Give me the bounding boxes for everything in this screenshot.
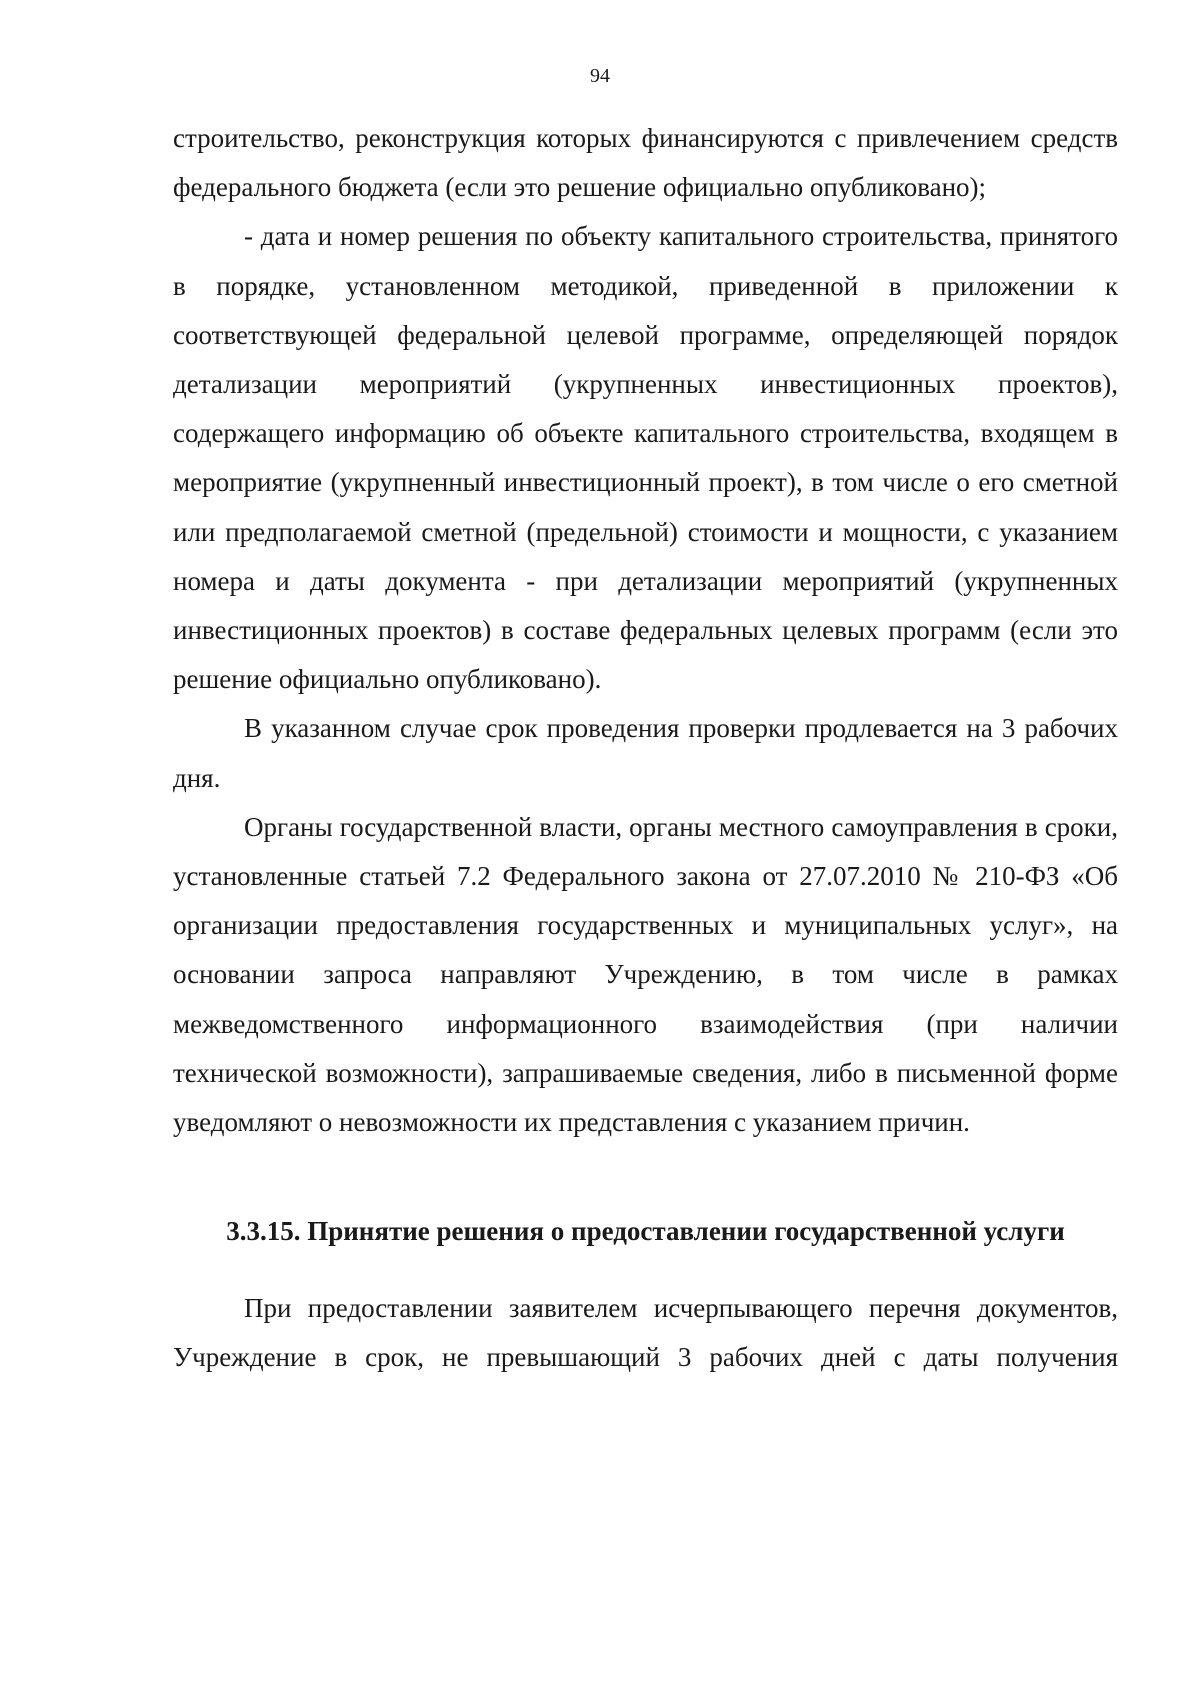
paragraph-decision-item: - дата и номер решения по объекту капитального строительства, принятого в порядке, установленном методикой, приведенной в приложении к соответствующей федеральной целевой программе, определяющей порядок детализации мероприятий (укрупненных инвестиционных проектов), содержащего информацию об объекте капитального строительства, входящем в мероприятие (укрупненный инвестиционный проект), в том числе о его сметной или предполагаемой сметной (предельной) стоимости и мощности, с указанием номера и даты документа - при детализации мероприятий (укрупненных инвестиционных проектов) в составе федеральных целевых программ (если это решение официально опубликовано). <box>173 221 1118 695</box>
paragraph-continuation: строительство, реконструкция которых финансируются с привлечением средств федерального бюджета (если это решение официально опубликовано); <box>173 123 1118 203</box>
section-heading: 3.3.15. Принятие решения о предоставлении государственной услуги <box>226 1216 1065 1247</box>
paragraph-authorities: Органы государственной власти, органы местного самоуправления в сроки, установленные статьей 7.2 Федерального закона от 27.07.2010 № 210-ФЗ «Об организации предоставления государственных и муниципальных услуг», на основании запроса направляют Учреждению, в том числе в рамках межведомственного информационного взаимодействия (при наличии технической возможности), запрашиваемые сведения, либо в письменной форме уведомляют о невозможности их представления с указанием причин. <box>173 811 1118 1138</box>
paragraph-extension-term: В указанном случае срок проведения проверки продлевается на 3 рабочих дня. <box>173 713 1118 793</box>
document-body <box>173 114 1118 1383</box>
section-paragraph: При предоставлении заявителем исчерпывающего перечня документов, Учреждение в срок, не превышающий 3 рабочих дней с даты получения <box>173 1293 1118 1373</box>
page-number: 94 <box>590 65 610 87</box>
